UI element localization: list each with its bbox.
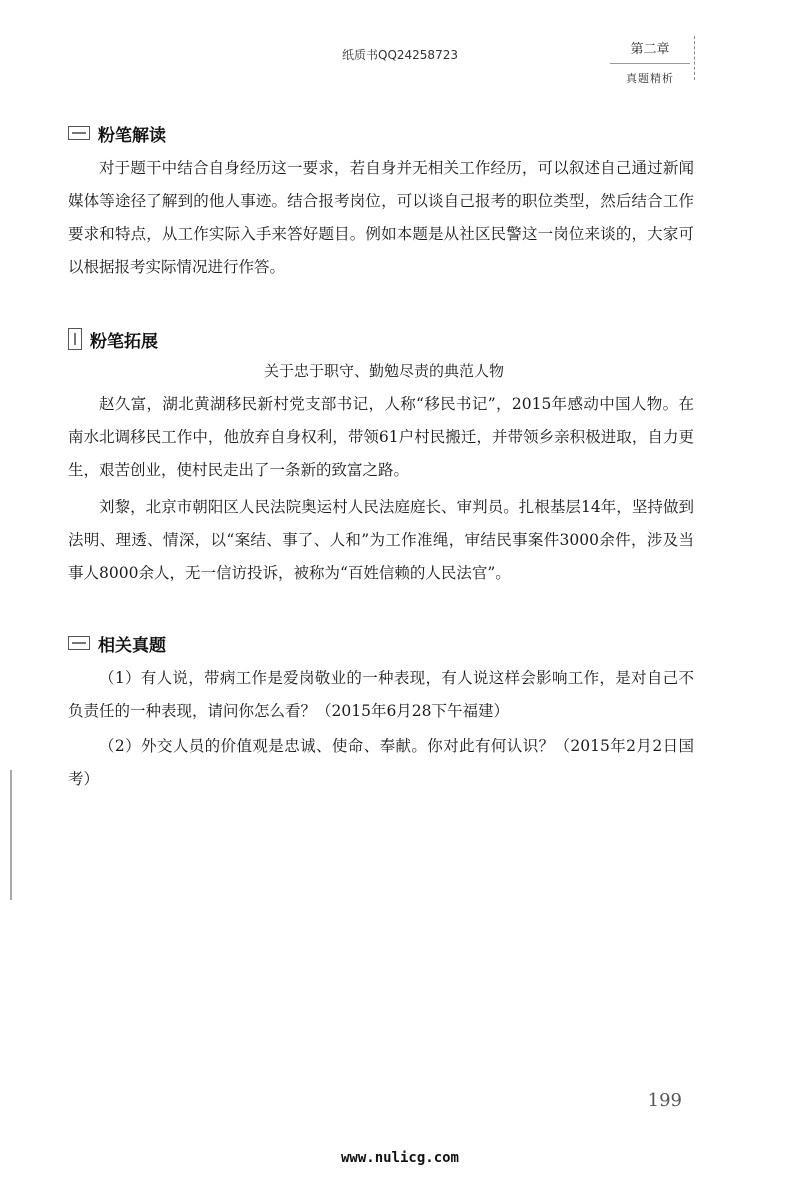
question-icon <box>68 636 90 650</box>
expand-icon <box>68 328 82 350</box>
related-question-2: （2）外交人员的价值观是忠诚、使命、奉献。你对此有何认识？（2015年2月2日国考） <box>68 737 694 788</box>
interpretation-heading <box>68 120 700 146</box>
extension-paragraph-liu: 刘黎，北京市朝阳区人民法院奥运村人民法庭庭长、审判员。扎根基层14年，坚持做到法明、理透、情深，以“案结、事了、人和”为工作准绳，审结民事案件3000余件，涉及当事人8000余人，无一信访投诉，被称为“百姓信赖的人民法官”。 <box>68 498 694 582</box>
extension-paragraph-zhao: 赵久富，湖北黄湖移民新村党支部书记，人称“移民书记”，2015年感动中国人物。在南水北调移民工作中，他放弃自身权利，带领61户村民搬迁，并带领乡亲积极进取，自力更生，艰苦创业，使村民走出了一条新的致富之路。 <box>68 395 694 479</box>
extension-heading <box>68 326 700 352</box>
related-section <box>68 630 700 796</box>
extension-section <box>68 326 700 590</box>
chapter-title: 第二章 <box>610 38 690 64</box>
related-title: 相关真题 <box>98 635 166 656</box>
page-number: 199 <box>647 1090 682 1111</box>
related-question-1: （1）有人说，带病工作是爱岗敬业的一种表现，有人说这样会影响工作，是对自己不负责任的一种表现，请问你怎么看？（2015年6月28下午福建） <box>68 669 694 720</box>
extension-title: 粉笔拓展 <box>90 331 158 352</box>
footer-url: www.nulicg.com <box>340 1150 459 1166</box>
chapter-subtitle: 真题精析 <box>626 72 674 85</box>
interpretation-paragraph: 对于题干中结合自身经历这一要求，若自身并无相关工作经历，可以叙述自己通过新闻媒体等途径了解到的他人事迹。结合报考岗位，可以谈自己报考的职位类型，然后结合工作要求和特点，从工作实际入手来答好题目。例如本题是从社区民警这一岗位来谈的，大家可以根据报考实际情况进行作答。 <box>68 159 694 276</box>
scan-margin-mark <box>10 770 12 900</box>
header-divider <box>694 36 696 80</box>
related-heading <box>68 630 700 656</box>
interpretation-title: 粉笔解读 <box>98 125 166 146</box>
extension-subtitle: 关于忠于职守、勤勉尽责的典范人物 <box>263 362 504 380</box>
chapter-label <box>610 38 690 86</box>
interpretation-section <box>68 120 700 284</box>
header-qq-text: 纸质书QQ24258723 <box>342 48 458 62</box>
book-icon <box>68 126 90 140</box>
